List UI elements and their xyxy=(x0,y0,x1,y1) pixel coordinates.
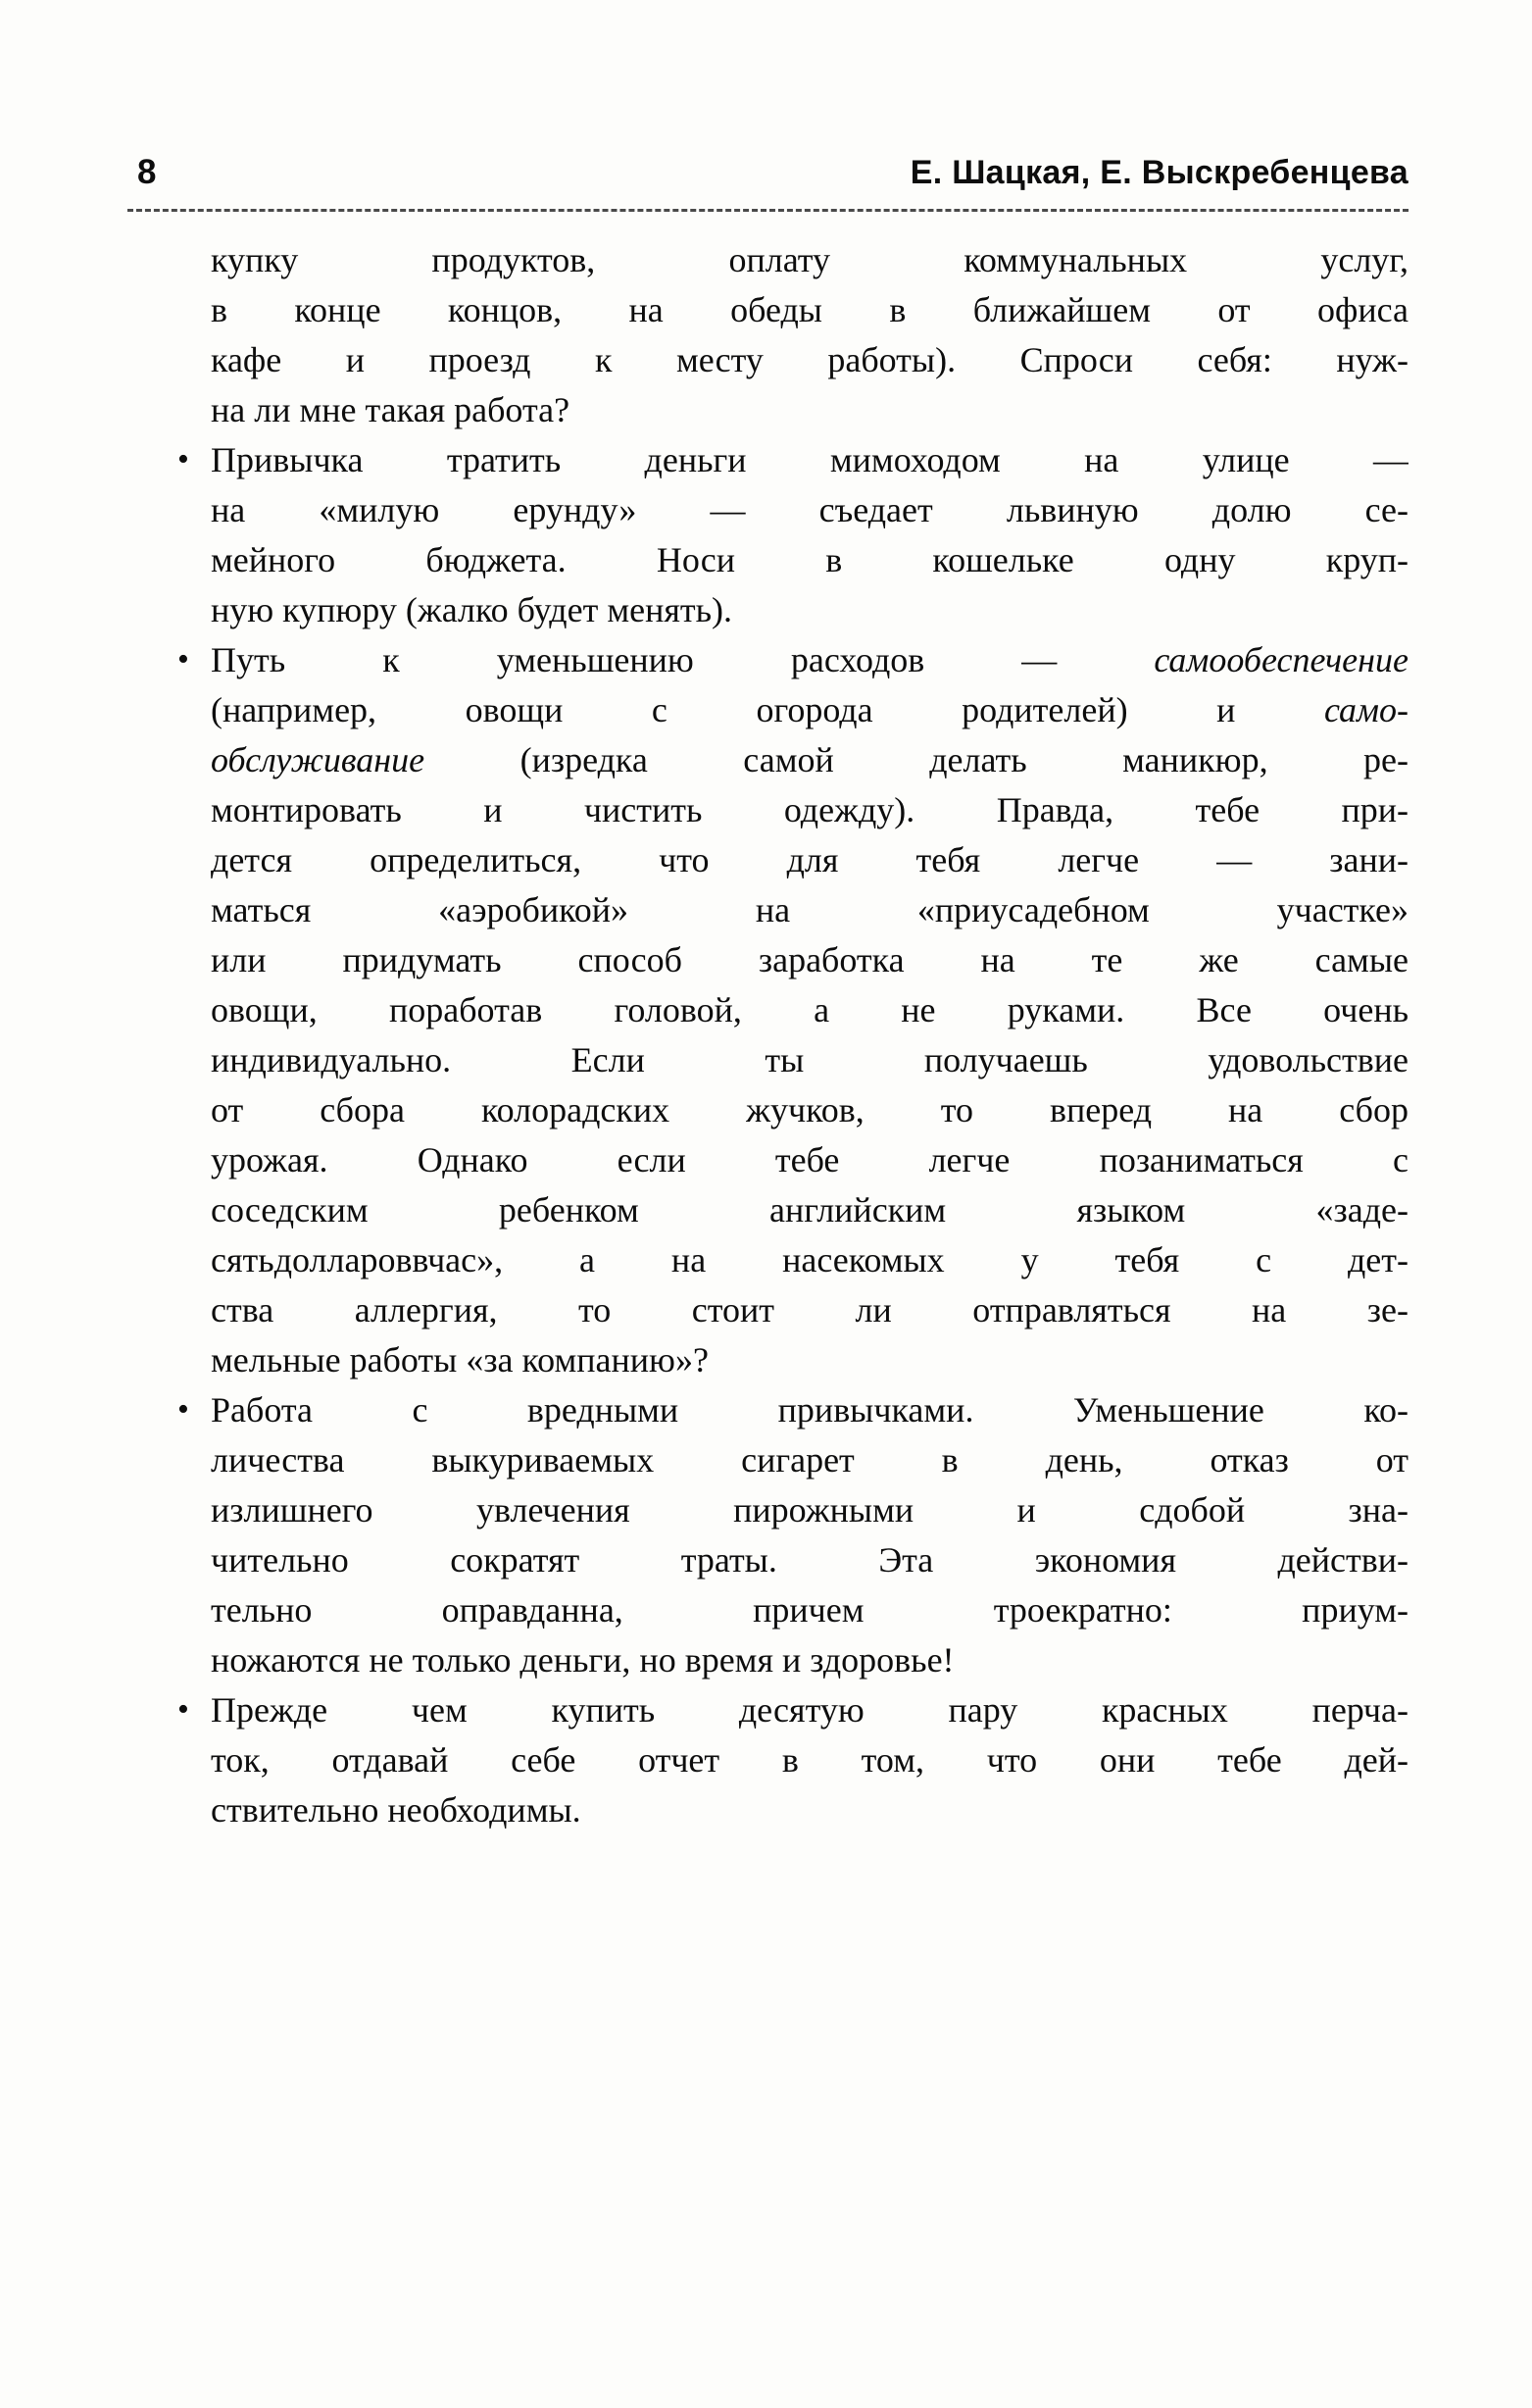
bullet-marker: • xyxy=(177,641,189,677)
body-text: на «милую ерунду» — съедает львиную долю се- xyxy=(211,490,1408,529)
text-line xyxy=(211,685,1408,735)
running-header-title: Е. Шацкая, Е. Выскребенцева xyxy=(910,154,1408,191)
bullet-marker: • xyxy=(177,441,189,477)
bullet-marker: • xyxy=(177,1391,189,1428)
text-line xyxy=(211,985,1408,1035)
page-body-text xyxy=(177,235,1408,1835)
text-line xyxy=(211,935,1408,985)
paragraph xyxy=(211,235,1408,435)
body-text: мельные работы «за компанию»? xyxy=(211,1340,709,1380)
text-line xyxy=(211,1335,1408,1385)
italic-text: обслуживание xyxy=(211,740,425,779)
text-line xyxy=(211,1035,1408,1085)
body-text: ства аллергия, то стоит ли отправляться на зе- xyxy=(211,1290,1408,1329)
bullet-item xyxy=(177,635,1408,1385)
body-text: индивидуально. Если ты получаешь удовольствие xyxy=(211,1040,1408,1079)
text-line xyxy=(211,585,1408,635)
text-line xyxy=(211,735,1408,785)
body-text: дется определиться, что для тебя легче — зани- xyxy=(211,840,1408,879)
text-line xyxy=(211,1435,1408,1485)
body-text: на ли мне такая работа? xyxy=(211,390,570,429)
body-text: тельно оправданна, причем троекратно: приум- xyxy=(211,1590,1408,1630)
body-text: маться «аэробикой» на «приусадебном участке» xyxy=(211,890,1408,929)
text-line xyxy=(211,1235,1408,1285)
text-line xyxy=(211,485,1408,535)
header-rule xyxy=(127,209,1408,212)
text-line xyxy=(211,235,1408,285)
text-line xyxy=(211,285,1408,335)
body-text: ную купюру (жалко будет менять). xyxy=(211,590,733,629)
body-text: урожая. Однако если тебе легче позаниматься с xyxy=(211,1140,1408,1179)
body-text: чительно сократят траты. Эта экономия действи- xyxy=(211,1540,1408,1580)
text-line xyxy=(211,1635,1408,1685)
body-text: (изредка самой делать маникюр, ре- xyxy=(424,740,1408,779)
body-text: сятьдоллароввчас», а на насекомых у тебя с дет- xyxy=(211,1240,1408,1279)
bullet-marker: • xyxy=(177,1691,189,1728)
text-line xyxy=(211,385,1408,435)
body-text: ствительно необходимы. xyxy=(211,1790,581,1830)
body-text: ножаются не только деньги, но время и здоровье! xyxy=(211,1640,955,1680)
text-line xyxy=(211,835,1408,885)
page-number: 8 xyxy=(137,153,157,191)
text-line xyxy=(211,1135,1408,1185)
text-line xyxy=(211,1735,1408,1785)
text-line xyxy=(211,1685,1408,1735)
text-line xyxy=(211,785,1408,835)
body-text: личества выкуриваемых сигарет в день, отказ от xyxy=(211,1440,1408,1480)
text-line xyxy=(211,335,1408,385)
body-text: Привычка тратить деньги мимоходом на улице — xyxy=(211,440,1408,479)
body-text: кафе и проезд к месту работы). Спроси себя: нуж- xyxy=(211,340,1408,379)
bullet-item xyxy=(177,1385,1408,1685)
body-text: излишнего увлечения пирожными и сдобой зна- xyxy=(211,1490,1408,1530)
running-head xyxy=(127,153,1408,192)
body-text: от сбора колорадских жучков, то вперед на сбор xyxy=(211,1090,1408,1129)
body-text: ток, отдавай себе отчет в том, что они тебе дей- xyxy=(211,1740,1408,1780)
body-text: овощи, поработав головой, а не руками. Все очень xyxy=(211,990,1408,1029)
text-line xyxy=(211,1385,1408,1435)
text-line xyxy=(211,885,1408,935)
text-line xyxy=(211,1485,1408,1535)
body-text: Путь к уменьшению расходов — xyxy=(211,640,1155,679)
bullet-item xyxy=(177,1685,1408,1835)
body-text: Работа с вредными привычками. Уменьшение ко- xyxy=(211,1390,1408,1430)
body-text: Прежде чем купить десятую пару красных перча- xyxy=(211,1690,1408,1730)
body-text: мейного бюджета. Носи в кошельке одну круп- xyxy=(211,540,1408,579)
text-line xyxy=(211,1535,1408,1585)
bullet-item xyxy=(177,435,1408,635)
body-text: или придумать способ заработка на те же самые xyxy=(211,940,1408,979)
body-text: в конце концов, на обеды в ближайшем от офиса xyxy=(211,290,1408,329)
body-text: монтировать и чистить одежду). Правда, тебе при- xyxy=(211,790,1408,829)
text-line xyxy=(211,1785,1408,1835)
text-line xyxy=(211,1585,1408,1635)
text-line xyxy=(211,1085,1408,1135)
text-line xyxy=(211,535,1408,585)
text-line xyxy=(211,1285,1408,1335)
body-text: (например, овощи с огорода родителей) и xyxy=(211,690,1324,729)
body-text: купку продуктов, оплату коммунальных услуг, xyxy=(211,240,1408,279)
text-line xyxy=(211,435,1408,485)
text-line xyxy=(211,1185,1408,1235)
text-line xyxy=(211,635,1408,685)
body-text: соседским ребенком английским языком «заде- xyxy=(211,1190,1408,1229)
italic-text: самообеспечение xyxy=(1154,640,1408,679)
italic-text: само- xyxy=(1323,690,1408,729)
